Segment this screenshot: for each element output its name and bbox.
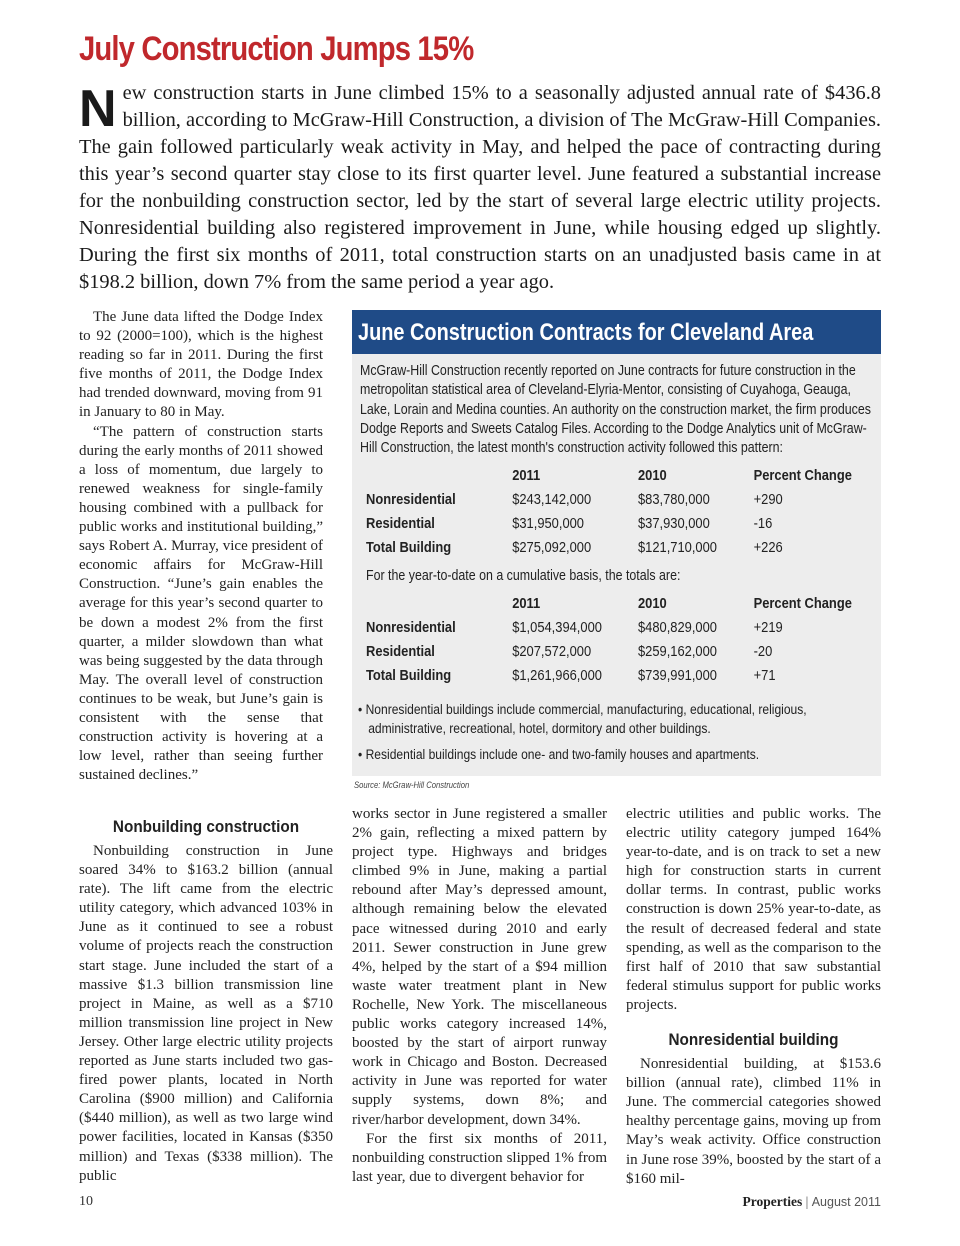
sidebar-source: Source: McGraw-Hill Construction xyxy=(354,780,470,790)
row-label: Residential xyxy=(366,642,435,660)
body-paragraph-nonbuilding xyxy=(79,842,333,1186)
row-label: Residential xyxy=(366,514,435,532)
column-1-top xyxy=(79,308,323,785)
table-row xyxy=(366,511,876,535)
table-row xyxy=(366,639,876,663)
value-2011: $31,950,000 xyxy=(512,514,584,532)
lead-paragraph xyxy=(79,80,881,296)
text-fragment: electric utilities and public works. The electric utility category jumped 164% year-to-date, and is on track to set a new high for construction starts in current dollar terms. In contrast, public works construction is down 25% year-to-date, as the result of decreased federal and state spending, as well as the comparison to the first half of 2010 that saw substantial federal stimulus support for public works projects. xyxy=(626,806,881,1013)
column-2 xyxy=(352,805,607,1187)
drop-cap: N xyxy=(79,80,117,138)
header-percent-change: Percent Change xyxy=(753,594,852,612)
text-fragment: works sector in June registered a smaller 2% gain, reflecting a mixed pattern by project type. Highways and bridges climbed 9% in June, making a partial rebound after May’s depressed amount, although remaining below the elevated pace witnessed during 2010 and early 2011. Sewer construction in June grew 4%, helped by the start of a $94 million waste water treatment plant in New Rochelle, New York. The miscellaneous public works category increased 14%, boosted by the start of airport runway work in Chicago and Boston. Decreased activity in June was reported for water supply systems, down 8%; and river/harbor development, down 34%. xyxy=(352,806,607,1128)
value-2011: $243,142,000 xyxy=(512,490,592,508)
note-residential: • Residential buildings include one- and two-family houses and apartments. xyxy=(358,747,760,764)
value-2011: $207,572,000 xyxy=(512,642,592,660)
publication-footer xyxy=(743,1194,881,1210)
cleveland-sidebar xyxy=(352,310,881,776)
table-row xyxy=(366,535,876,559)
row-label: Total Building xyxy=(366,538,452,556)
header-2011: 2011 xyxy=(512,594,541,612)
page-number: 10 xyxy=(79,1194,93,1209)
header-percent-change: Percent Change xyxy=(753,466,852,484)
row-label: Total Building xyxy=(366,666,452,684)
ytd-contracts-table xyxy=(366,591,876,687)
sidebar-title: June Construction Contracts for Cleveland Area xyxy=(352,310,881,354)
ytd-intro: For the year-to-date on a cumulative basis, the totals are: xyxy=(366,568,681,585)
header-2011: 2011 xyxy=(512,466,541,484)
value-2010: $121,710,000 xyxy=(638,538,717,556)
value-2010: $83,780,000 xyxy=(638,490,710,508)
value-2010: $259,162,000 xyxy=(638,642,717,660)
body-paragraph-nonresidential: Nonresidential building, at $153.6 billion (annual rate), climbed 11% in June. The commercial categories showed healthy percentage gains, moving up from May’s weak activity. Office construction in June rose 39%, boosted by the start of a $160 mil- xyxy=(626,1056,881,1187)
body-paragraph-continued xyxy=(352,805,607,1130)
value-percent: -16 xyxy=(753,514,773,532)
text-fragment: For the first six months of 2011, nonbuilding construction slipped 1% from last year, due to divergent behavior for xyxy=(352,1130,607,1185)
value-percent: +219 xyxy=(753,618,783,636)
value-percent: +290 xyxy=(753,490,783,508)
value-2010: $480,829,000 xyxy=(638,618,717,636)
table-row xyxy=(366,663,876,687)
body-paragraph-murray-quote: “The pattern of construction starts during the early months of 2011 showed a loss of momentum, due largely to renewed weakness for single-family housing combined with a pullback for public works and institutional building,” says Robert A. Murray, vice president of economic affairs for McGraw-Hill Construction. “June’s gain enables the average for this year’s second quarter to be down a modest 2% from the first quarter, a milder slowdown than what was being suggested by the data through May. The overall level of construction continues to be weak, but June’s gain is consistent with the sense that construction activity is hovering at a low level, rather than seeing further sustained declines.” xyxy=(79,423,323,784)
body-paragraph-dodge-index: The June data lifted the Dodge Index to 92 (2000=100), which is the highest reading so far in 2011. During the first five months of 2011, the Dodge Index had trended downward, moving from 91 in January to 80 in May. xyxy=(79,309,323,421)
value-2011: $1,261,966,000 xyxy=(512,666,602,684)
body-paragraph-continued xyxy=(626,805,881,1015)
row-label: Nonresidential xyxy=(366,490,456,508)
table-header-row xyxy=(366,463,876,487)
table-row xyxy=(366,615,876,639)
value-2011: $275,092,000 xyxy=(512,538,592,556)
header-2010: 2010 xyxy=(638,466,667,484)
footer-separator: | xyxy=(802,1194,812,1209)
value-2010: $739,991,000 xyxy=(638,666,717,684)
text-fragment: Nonbuilding construction in June soared 34% to $163.2 billion (annual rate). The lift came from the electric utility category, which advanced 103% in June as it continued to see a robust volume of projects reach the construction start stage. June included the start of a massive $1.3 billion transmission line project in Maine, as well as a $710 million transmission line project in New Jersey. Other large electric utility projects reported as June starts included two gas-fired power plants, located in North Carolina ($900 million) and California ($440 million), as well as two large wind power facilities, located in Kansas ($350 million) and Texas ($338 million). The public xyxy=(79,843,333,1184)
lead-text: ew construction starts in June climbed 15% to a seasonally adjusted annual rate of $436.8 billion, according to McGraw-Hill Construction, a division of The McGraw-Hill Companies. The gain followed particularly weak activity in May, and helped the pace of contracting during this year’s second quarter stay close to its first quarter level. June featured a substantial increase for the nonbuilding construction sector, led by the start of several large electric utility projects. Nonresidential building also registered improvement in June, while housing edged up slightly. During the first six months of 2011, total construction starts on an unadjusted basis came in at $198.2 billion, down 7% from the same period a year ago. xyxy=(79,82,881,293)
sidebar-notes xyxy=(358,701,877,765)
issue-date: August 2011 xyxy=(811,1195,881,1209)
table-header-row xyxy=(366,591,876,615)
sidebar-intro: McGraw-Hill Construction recently reported on June contracts for future construction in the metropolitan statistical area of Cleveland-Elyria-Mentor, consisting of Cuyahoga, Geauga, Lake, Lorain and Medina counties. An authority on the construction market, the firm produces Dodge Reports and Sweets Catalog Files. According to the Dodge Analytics unit of McGraw-Hill Construction, the latest month's construction activity followed this pattern: xyxy=(360,363,871,457)
body-paragraph-first-six-months xyxy=(352,1130,607,1187)
value-2011: $1,054,394,000 xyxy=(512,618,602,636)
june-contracts-table xyxy=(366,463,876,559)
value-percent: -20 xyxy=(753,642,773,660)
column-1-bottom xyxy=(79,806,333,1186)
publication-name: Properties xyxy=(742,1194,803,1209)
table-row xyxy=(366,487,876,511)
value-percent: +226 xyxy=(753,538,783,556)
row-label: Nonresidential xyxy=(366,618,456,636)
header-2010: 2010 xyxy=(638,594,667,612)
value-percent: +71 xyxy=(753,666,776,684)
column-3 xyxy=(626,805,881,1189)
value-2010: $37,930,000 xyxy=(638,514,710,532)
heading-nonbuilding: Nonbuilding construction xyxy=(112,817,300,836)
headline: July Construction Jumps 15% xyxy=(79,30,474,68)
note-nonresidential: • Nonresidential buildings include commercial, manufacturing, educational, religious, administrative, recreational, hotel, dormitory and other buildings. xyxy=(358,702,807,738)
heading-nonresidential: Nonresidential building xyxy=(668,1030,839,1050)
